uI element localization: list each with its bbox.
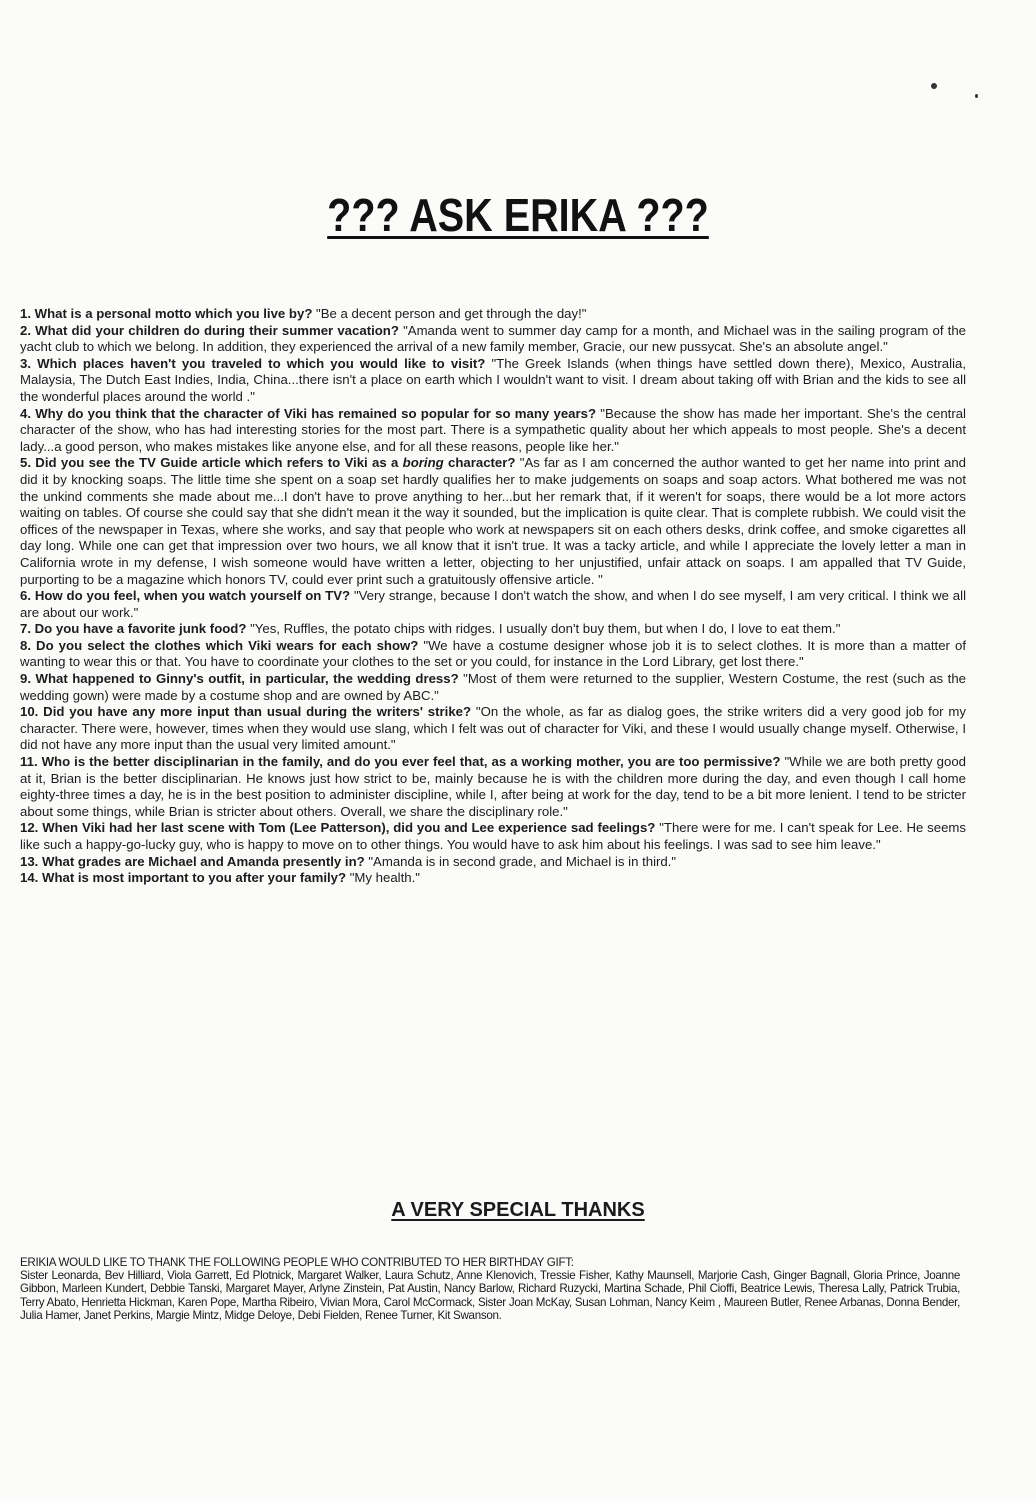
question: 7. Do you have a favorite junk food? <box>20 621 247 637</box>
question: 10. Did you have any more input than usual during the writers' strike? <box>20 704 472 720</box>
answer: "Yes, Ruffles, the potato chips with ridges. I usually don't buy them, but when I do, I love to eat them." <box>250 621 841 637</box>
question: 14. What is most important to you after your family? <box>20 870 347 886</box>
qa-item <box>20 306 966 323</box>
question-part: 5. Did you see the TV Guide article which refers to Viki as a <box>20 455 399 471</box>
question: 9. What happened to Ginny's outfit, in particular, the wedding dress? <box>20 671 459 687</box>
qa-item <box>20 455 966 588</box>
thanks-names: Sister Leonarda, Bev Hilliard, Viola Garrett, Ed Plotnick, Margaret Walker, Laura Schutz, Anne Klenovich, Tressie Fisher, Kathy Maunsell, Marjorie Cash, Ginger Bagnall, Gloria Prince, Joanne Gibbon, Marleen Kundert, Debbie Tanski, Margaret Mayer, Arlyne Zinstein, Pat Austin, Nancy Barlow, Richard Ruzycki, Martina Schade, Phil Cioffi, Beatrice Lewis, Theresa Lally, Patrick Trubia, Terry Abato, Henrietta Hickman, Karen Pope, Martha Ribeiro, Vivian Mora, Carol McCormack, Sister Joan McKay, Susan Lohman, Nancy Keim , Maureen Butler, Renee Arbanas, Donna Bender, Julia Hamer, Janet Perkins, Margie Mintz, Midge Deloye, Debi Fielden, Renee Turner, Kit Swanson. <box>20 1269 960 1323</box>
qa-item <box>20 854 966 871</box>
question <box>20 455 515 470</box>
answer: "Amanda is in second grade, and Michael is in third." <box>368 853 677 869</box>
answer: "There were for me. I can't speak for Lee. He seems like such a happy-go-lucky guy, who is happy to move on to other things. You would have to ask him about his feelings. I was sad to see him leave." <box>20 820 967 852</box>
answer: "While we are both pretty good at it, Brian is the better disciplinarian. He knows just how strict to be, mainly because he is with the children more during the day, and even though I call home eighty-three times a day, he is in the best position to administer discipline, while I, after being at work for the day, tend to be a bit more lenient. I tend to be stricter about some things, while Brian is stricter about others. Overall, we share the disciplinary role." <box>20 754 966 819</box>
scan-speck <box>931 83 937 89</box>
answer: "Very strange, because I don't watch the show, and when I do see myself, I am very critical. I think we all are about our work." <box>20 588 967 620</box>
qa-item <box>20 588 966 621</box>
question: 12. When Viki had her last scene with Tom (Lee Patterson), did you and Lee experience sad feelings? <box>20 820 656 836</box>
qa-item <box>20 754 966 820</box>
answer: "As far as I am concerned the author wanted to get her name into print and did it by knocking soaps. The little time she spent on a soap set hardly qualifies her to make judgements on soaps and soap actors. What bothered me was not the unkind comments she made about me...I don't have to prove anything to her...but her remark that, if it weren't for soaps, there would be a lot more actors waiting on tables. Of course she could say that she didn't mean it the way it sounded, but the implication is quite clear. That is complete rubbish. We could visit the offices of the newspaper in Texas, where she works, and say that people who work at newspapers sit on each others desks, drink coffee, and smoke cigarettes all day long. While one can get that impression over two hours, we all know that it isn't true. It was a tacky article, and while I appreciate the lovely letter a man in California wrote in my defense, I wish someone would have written a letter, objecting to her unjustified, unfair attack on soaps. I am appalled that TV Guide, purporting to be a magazine which honors TV, could ever print such a gratuitously offensive article. " <box>20 455 967 587</box>
page-title <box>73 188 964 242</box>
qa-item <box>20 406 966 456</box>
qa-item <box>20 704 966 754</box>
question-part: character? <box>448 455 516 471</box>
answer: "The Greek Islands (when things have settled down there), Mexico, Australia, Malaysia, The Dutch East Indies, India, China...there isn't a place on earth which I wouldn't want to visit. I dream about taking off with Brian and the kids to see all the wonderful places around the world ." <box>20 355 966 404</box>
qa-item <box>20 621 966 638</box>
qa-item <box>20 870 966 887</box>
question: 11. Who is the better disciplinarian in the family, and do you ever feel that, as a working mother, you are too permissive? <box>20 754 781 770</box>
question: 8. Do you select the clothes which Viki wears for each show? <box>20 637 419 653</box>
page-title-text: ??? ASK ERIKA ??? <box>327 189 709 241</box>
question: 13. What grades are Michael and Amanda presently in? <box>20 853 365 869</box>
answer: "Because the show has made her important. She's the central character of the show, who has had interesting stories for the most part. There is a sympathetic quality about her which appeals to most people. She's a decent lady...a good person, who makes mistakes like anyone else, and for all these reasons, people like her." <box>20 405 966 454</box>
question: 4. Why do you think that the character of Viki has remained so popular for so many years? <box>20 405 597 421</box>
answer: "We have a costume designer whose job it is to select clothes. It is more than a matter of wanting to wear this or that. You have to coordinate your clothes to the set or you could, for instance in the Lord Library, get lost there." <box>20 637 966 670</box>
answer: "On the whole, as far as dialog goes, the strike writers did a very good job for my character. There were, however, times when they would use slang, which I felt was out of character for Viki, and these I would usually change myself. Otherwise, I did not have any more input than the usual very limited amount." <box>20 704 966 753</box>
answer: "Be a decent person and get through the day!" <box>316 306 587 321</box>
question-emphasis: boring <box>402 455 444 471</box>
thanks-intro: ERIKIA WOULD LIKE TO THANK THE FOLLOWING PEOPLE WHO CONTRIBUTED TO HER BIRTHDAY GIFT: <box>20 1256 574 1269</box>
question: 2. What did your children do during their summer vacation? <box>20 322 399 338</box>
thanks-heading <box>0 1199 1036 1222</box>
answer: "My health." <box>349 870 420 886</box>
question: 1. What is a personal motto which you live by? <box>20 306 313 321</box>
qa-item <box>20 820 966 853</box>
qa-item <box>20 356 966 406</box>
qa-item <box>20 638 966 671</box>
thanks-heading-text: A VERY SPECIAL THANKS <box>391 1199 645 1221</box>
qa-item <box>20 671 966 704</box>
scan-speck <box>975 94 978 98</box>
qa-item <box>20 323 966 356</box>
answer: "Amanda went to summer day camp for a month, and Michael was in the sailing program of the yacht club to which we belong. In addition, they experienced the arrival of a new family member, Gracie, our new pussycat. She's an absolute angel." <box>20 322 967 355</box>
answer: "Most of them were returned to the supplier, Western Costume, the rest (such as the wedding gown) were made by a costume shop and are owned by ABC." <box>20 671 966 703</box>
question: 3. Which places haven't you traveled to which you would like to visit? <box>20 355 486 371</box>
qa-list <box>20 306 966 887</box>
question: 6. How do you feel, when you watch yourself on TV? <box>20 588 351 604</box>
